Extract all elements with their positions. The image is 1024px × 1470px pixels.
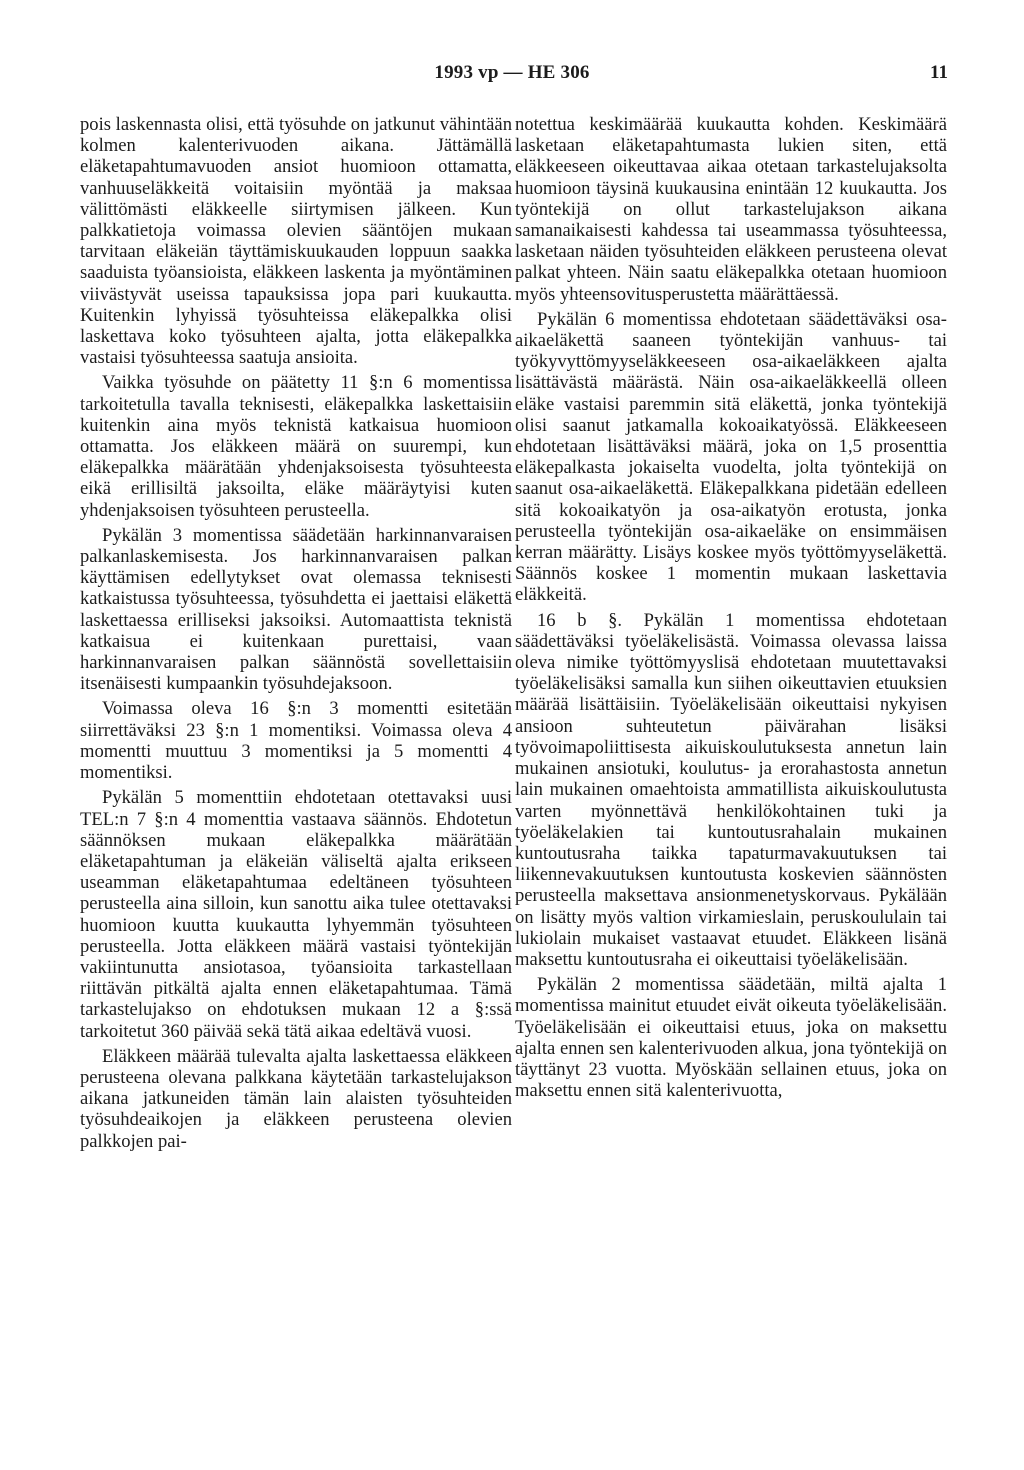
page-number: 11 [930,62,948,83]
right-text-column [515,114,947,1105]
paragraph: Vaikka työsuhde on päätetty 11 §:n 6 momentissa tarkoitetulla tavalla teknisesti, eläkepalkka laskettaisiin kuitenkin aina myös teknistä katkaisua huomioon ottamatta. Jos eläkkeen määrä on suurempi, kun eläkepalkka määrätään yhdenjaksoisesta työsuhteesta eikä erillisiltä jaksoilta, eläke määräytyisi kuten yhdenjaksoisen työsuhteen perusteella. [80,372,512,521]
left-text-column [80,114,512,1156]
paragraph: Pykälän 2 momentissa säädetään, miltä ajalta 1 momentissa mainitut etuudet eivät oikeuta työeläkelisään. Työeläkelisään ei oikeuttaisi etuus, joka on maksettu ajalta ennen sen kalenterivuoden alkua, jona työntekijä on täyttänyt 23 vuotta. Myöskään sellainen etuus, joka on maksettu ennen sitä kalenterivuotta, [515,974,947,1102]
paragraph: Pykälän 5 momenttiin ehdotetaan otettavaksi uusi TEL:n 7 §:n 4 momenttia vastaava säännös. Ehdotetun säännöksen mukaan eläkepalkka määrätään eläketapahtuman ja eläkeiän väliseltä ajalta erikseen useamman eläketapahtumaa edeltäneen työsuhteen perusteella aina silloin, kun sanottu aika tulee otettavaksi huomioon kuutta kuukautta lyhyemmän työsuhteen perusteella. Jotta eläkkeen määrä vastaisi työntekijän vakiintunutta ansiotasoa, työansioita tarkastellaan riittävän pitkältä ajalta ennen eläketapahtumaa. Tämä tarkastelujakso on ehdotuksen mukaan 12 a §:ssä tarkoitetut 360 päivää sekä tätä aikaa edeltävä vuosi. [80,787,512,1042]
paragraph: Pykälän 6 momentissa ehdotetaan säädettäväksi osa-aikaeläkettä saaneen työntekijän vanhuus- tai työkyvyttömyyseläkkeeseen osa-aikaeläkkeen ajalta lisättävästä määrästä. Näin osa-aikaeläkkeellä olleen eläke vastaisi paremmin sitä eläkettä, jonka työntekijä olisi saanut jatkamalla kokoaikatyössä. Eläkkeeseen ehdotetaan lisättäväksi määrä, joka on 1,5 prosenttia eläkepalkasta jokaiselta vuodelta, jolta työntekijä on saanut osa-aikaeläkettä. Eläkepalkkana pidetään edelleen sitä kokoaikatyön ja osa-aikatyön erotusta, jonka perusteella työntekijän osa-aikaeläke on ensimmäisen kerran määrätty. Lisäys koskee myös työttömyyseläkettä. Säännös koskee 1 momentin mukaan laskettavia eläkkeitä. [515,308,947,606]
paragraph: pois laskennasta olisi, että työsuhde on jatkunut vähintään kolmen kalenterivuoden aikana. Jättämällä eläketapahtumavuoden ansiot huomioon ottamatta, vanhuuseläkkeitä voitaisiin myöntää ja maksaa välittömästi eläkkeelle siirtymisen jälkeen. Kun palkkatietoja voimassa olevien sääntöjen mukaan tarvitaan eläkeiän täyttämiskuukauden loppuun saakka saaduista työansioista, eläkkeen laskenta ja myöntäminen viivästyvät useissa tapauksissa jopa pari kuukautta. Kuitenkin lyhyissä työsuhteissa eläkepalkka olisi laskettava koko työsuhteen ajalta, jotta eläkepalkka vastaisi työsuhteessa saatuja ansioita. [80,114,512,369]
paragraph: 16 b §. Pykälän 1 momentissa ehdotetaan säädettäväksi työeläkelisästä. Voimassa olevassa laissa oleva nimike työttömyyslisä ehdotetaan muutettavaksi työeläkelisäksi samalla kun siihen oikeuttavien etuuksien määrää lisättäisiin. Työeläkelisään oikeuttaisi nykyisen ansioon suhteutetun päivärahan lisäksi työvoimapoliittisesta aikuiskoulutuksesta annetun lain mukainen ansiotuki, koulutus- ja erorahastosta annetun lain mukainen omaehtoista ammatillista aikuiskoulutusta varten myönnettävä henkilökohtainen tuki ja työeläkelakien tai kuntoutusrahalain mukainen kuntoutusraha taikka tapaturmavakuutuksen tai liikennevakuutuksen kuntoutusta koskevien säännösten perusteella maksettava ansionmenetyskorvaus. Pykälään on lisätty myös valtion virkamieslain, peruskoululain tai lukiolain mukaiset vastaavat etuudet. Eläkkeen lisänä maksettu kuntoutusraha ei oikeuttaisi työeläkelisään. [515,609,947,970]
paragraph: Eläkkeen määrää tulevalta ajalta laskettaessa eläkkeen perusteena olevana palkkana käytetään tarkastelujakson aikana jatkuneiden tämän lain alaisten työsuhteiden työsuhdeaikojen ja eläkkeen perusteena olevien palkkojen pai- [80,1045,512,1152]
paragraph: Voimassa oleva 16 §:n 3 momentti esitetään siirrettäväksi 23 §:n 1 momentiksi. Voimassa oleva 4 momentti muuttuu 3 momentiksi ja 5 momentti 4 momentiksi. [80,698,512,784]
paragraph: Pykälän 3 momentissa säädetään harkinnanvaraisen palkanlaskemisesta. Jos harkinnanvaraisen palkan käyttämisen edellytykset ovat olemassa teknisesti katkaistussa työsuhteessa, työsuhdetta ei jaettaisi eläkettä laskettaessa erilliseksi jaksoiksi. Automaattista teknistä katkaisua ei kuitenkaan purettaisi, vaan harkinnanvaraisen palkan säännöstä sovellettaisiin itsenäisesti kumpaankin työsuhdejaksoon. [80,524,512,695]
page-header-title: 1993 vp — HE 306 [434,62,590,83]
paragraph: notettua keskimäärää kuukautta kohden. Keskimäärä lasketaan eläketapahtumasta lukien siten, että eläkkeeseen oikeuttavaa aikaa otetaan tarkastelujaksolta huomioon täysinä kuukausina enintään 12 kuukautta. Jos työntekijä on ollut tarkastelujakson aikana samanaikaisesti kahdessa tai useammassa työsuhteessa, lasketaan näiden työsuhteiden eläkkeen perusteena olevat palkat yhteen. Näin saatu eläkepalkka otetaan huomioon myös yhteensovitusperustetta määrättäessä. [515,114,947,305]
